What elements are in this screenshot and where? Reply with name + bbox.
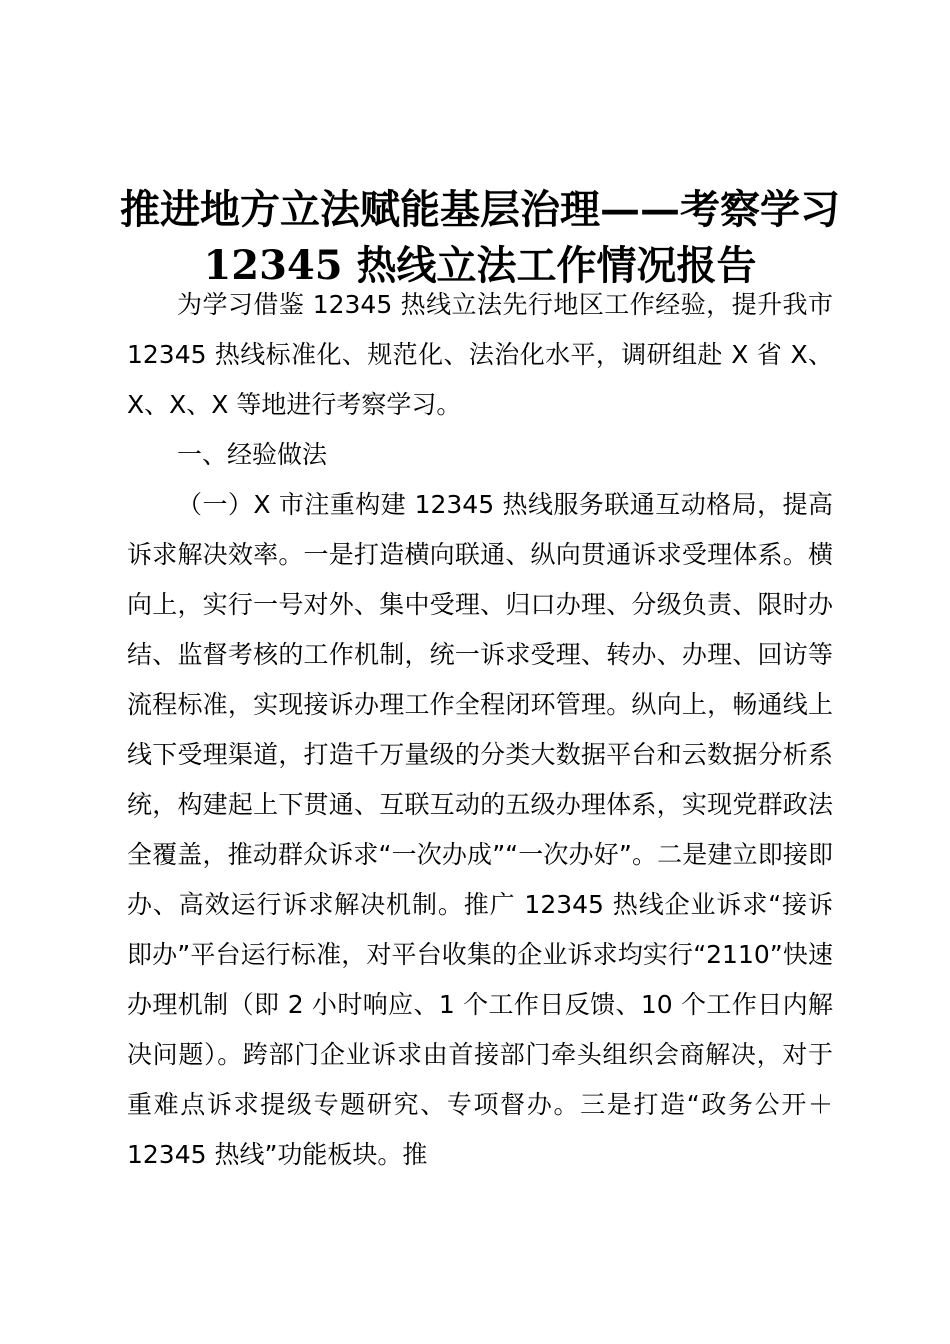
document-body (127, 280, 833, 1180)
section-heading: 一、经验做法 (177, 440, 328, 469)
intro-paragraph: 为学习借鉴 12345 热线立法先行地区工作经验，提升我市 12345 热线标准化、规范化、法治化水平，调研组赴 X 省 X、X、X、X 等地进行考察学习。 (127, 290, 833, 419)
document-title: 推进地方立法赋能基层治理——考察学习 12345 热线立法工作情况报告 (120, 186, 840, 289)
section-paragraph: （一）X 市注重构建 12345 热线服务联通互动格局，提高诉求解决效率。一是打造横向联通、纵向贯通诉求受理体系。横向上，实行一号对外、集中受理、归口办理、分级负责、限时办结、监督考核的工作机制，统一诉求受理、转办、办理、回访等流程标准，实现接诉办理工作全程闭环管理。纵向上，畅通线上线下受理渠道，打造千万量级的分类大数据平台和云数据分析系统，构建起上下贯通、互联互动的五级办理体系，实现党群政法全覆盖，推动群众诉求“一次办成”“一次办好”。二是建立即接即办、高效运行诉求解决机制。推广 12345 热线企业诉求“接诉即办”平台运行标准，对平台收集的企业诉求均实行“2110”快速办理机制（即 2 小时响应、1 个工作日反馈、10 个工作日内解决问题）。跨部门企业诉求由首接部门牵头组织会商解决，对于重难点诉求提级专题研究、专项督办。三是打造“政务公开＋12345 热线”功能板块。推 (127, 490, 833, 1169)
